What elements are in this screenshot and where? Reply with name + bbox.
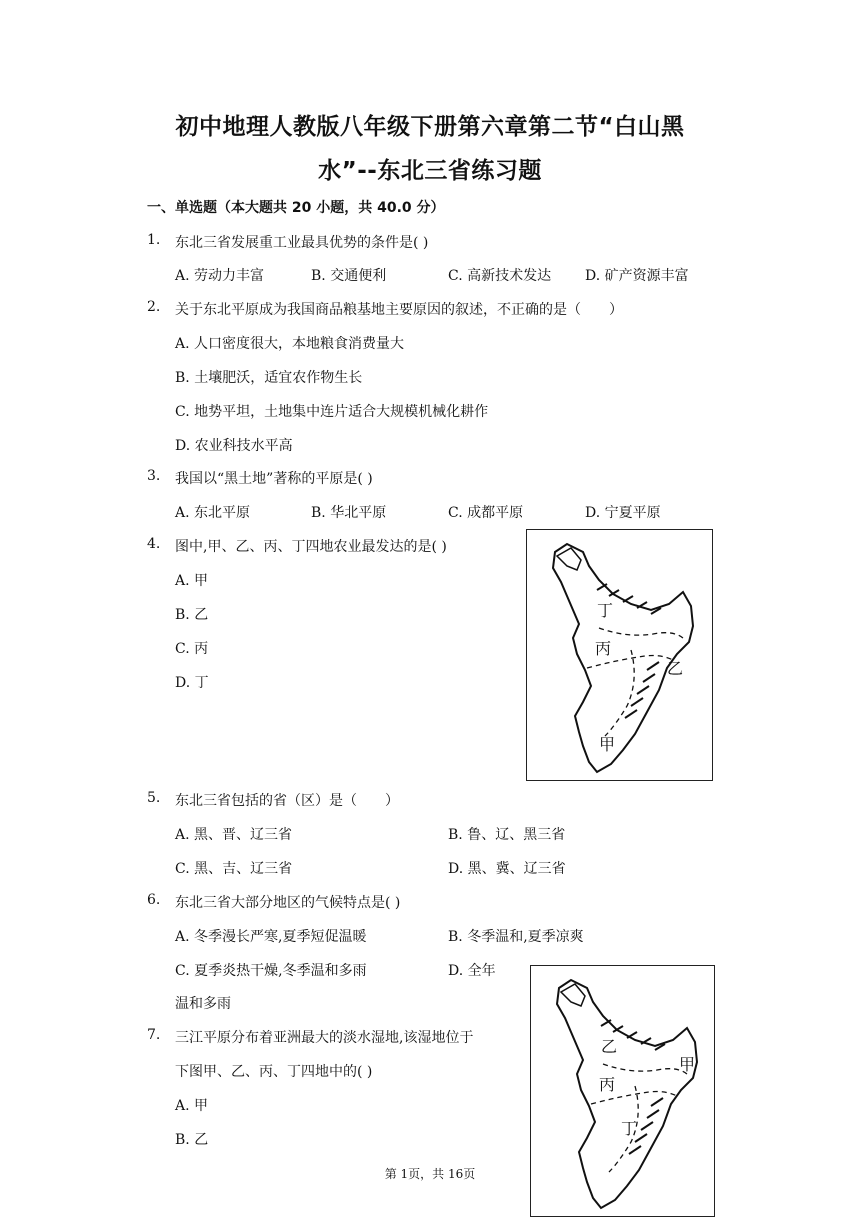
question-number: 3. — [147, 468, 161, 484]
option-d[interactable]: D. 丁 — [175, 675, 209, 691]
option-a[interactable]: A. 冬季漫长严寒,夏季短促温暖 — [175, 929, 367, 945]
option-a[interactable]: A. 人口密度很大，本地粮食消费量大 — [175, 336, 405, 352]
option-d[interactable]: D. 农业科技水平高 — [175, 438, 293, 454]
northeast-map-figure-1 — [526, 529, 713, 781]
map-label-yi: 乙 — [667, 659, 684, 678]
option-b[interactable]: B. 冬季温和,夏季凉爽 — [448, 929, 584, 945]
option-c[interactable]: C. 夏季炎热干燥,冬季温和多雨 — [175, 963, 367, 979]
option-a[interactable]: A. 黑、晋、辽三省 — [175, 827, 293, 843]
option-a[interactable]: A. 东北平原 — [175, 505, 251, 521]
northeast-map-svg — [527, 530, 712, 780]
question-stem: 我国以“黑土地”著称的平原是( ) — [175, 471, 373, 487]
option-d-continuation: 温和多雨 — [175, 996, 231, 1012]
option-a[interactable]: A. 甲 — [175, 573, 209, 589]
option-a[interactable]: A. 甲 — [175, 1098, 209, 1114]
option-c[interactable]: C. 成都平原 — [448, 505, 524, 521]
option-b[interactable]: B. 土壤肥沃，适宜农作物生长 — [175, 370, 363, 386]
option-c[interactable]: C. 黑、吉、辽三省 — [175, 861, 293, 877]
question-stem: 东北三省大部分地区的气候特点是( ) — [175, 895, 401, 911]
option-b[interactable]: B. 华北平原 — [311, 505, 387, 521]
option-d[interactable]: D. 矿产资源丰富 — [585, 268, 689, 284]
section-heading: 一、单选题（本大题共 20 小题，共 40.0 分） — [147, 200, 445, 216]
option-c[interactable]: C. 地势平坦，土地集中连片适合大规模机械化耕作 — [175, 404, 489, 420]
map-label-ding: 丁 — [597, 601, 614, 620]
page-title-line-2: 水”--东北三省练习题 — [318, 158, 542, 184]
option-d[interactable]: D. 宁夏平原 — [585, 505, 661, 521]
question-number: 2. — [147, 299, 161, 315]
page-footer: 第 1页，共 16页 — [384, 1167, 476, 1181]
map-label-jia: 甲 — [679, 1055, 696, 1074]
option-b[interactable]: B. 乙 — [175, 1132, 209, 1148]
option-c[interactable]: C. 高新技术发达 — [448, 268, 552, 284]
question-stem: 图中,甲、乙、丙、丁四地农业最发达的是( ) — [175, 539, 447, 555]
option-c[interactable]: C. 丙 — [175, 641, 209, 657]
question-number: 1. — [147, 232, 161, 248]
question-stem: 东北三省包括的省（区）是（ ） — [175, 793, 399, 809]
option-b[interactable]: B. 鲁、辽、黑三省 — [448, 827, 566, 843]
option-a[interactable]: A. 劳动力丰富 — [175, 268, 265, 284]
option-d[interactable]: D. 全年 — [448, 963, 496, 979]
page-title-line-1: 初中地理人教版八年级下册第六章第二节“白山黑 — [175, 114, 685, 140]
option-d[interactable]: D. 黑、冀、辽三省 — [448, 861, 566, 877]
question-number: 5. — [147, 790, 161, 806]
map-label-ding: 丁 — [621, 1119, 638, 1138]
question-stem: 东北三省发展重工业最具优势的条件是( ) — [175, 235, 429, 251]
question-number: 6. — [147, 892, 161, 908]
map-label-jia: 甲 — [599, 735, 616, 754]
map-label-bing: 丙 — [599, 1075, 616, 1094]
question-number: 7. — [147, 1027, 161, 1043]
question-stem: 三江平原分布着亚洲最大的淡水湿地,该湿地位于 — [175, 1030, 474, 1046]
option-b[interactable]: B. 交通便利 — [311, 268, 387, 284]
question-stem: 关于东北平原成为我国商品粮基地主要原因的叙述，不正确的是（ ） — [175, 302, 623, 318]
question-stem-line-2: 下图甲、乙、丙、丁四地中的( ) — [175, 1064, 373, 1080]
map-label-bing: 丙 — [595, 639, 612, 658]
map-label-yi: 乙 — [601, 1037, 618, 1056]
question-number: 4. — [147, 536, 161, 552]
option-b[interactable]: B. 乙 — [175, 607, 209, 623]
